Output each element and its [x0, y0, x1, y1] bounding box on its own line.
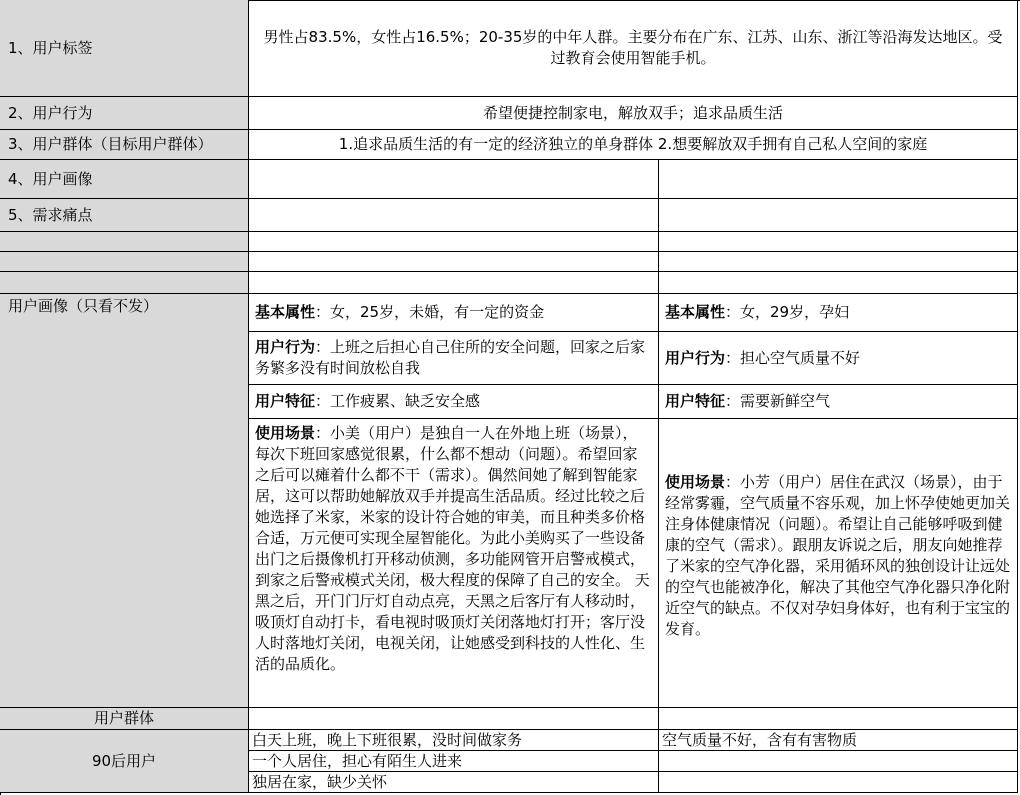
cell-persona-a[interactable] [249, 160, 659, 199]
post90-need-3[interactable]: 一个人居住，担心有陌生人进来 [249, 751, 659, 772]
content-target-group[interactable]: 1.追求品质生活的有一定的经济独立的单身群体 2.想要解放双手拥有自己私人空间的家庭 [249, 130, 1018, 160]
cell-pain-b[interactable] [659, 199, 1018, 232]
persona1-feature[interactable]: 用户特征：工作疲累、缺乏安全感 [249, 385, 659, 419]
persona2-feature[interactable]: 用户特征：需要新鲜空气 [659, 385, 1018, 419]
label-user-groups[interactable]: 用户群体 [0, 708, 249, 730]
empty-cell[interactable] [249, 272, 659, 294]
empty-cell[interactable] [249, 252, 659, 272]
empty-cell[interactable] [659, 751, 1018, 772]
empty-cell[interactable] [659, 252, 1018, 272]
empty-cell[interactable] [659, 708, 1018, 730]
persona1-basic-attr[interactable]: 基本属性：女，25岁，未婚，有一定的资金 [249, 294, 659, 332]
persona2-scenario[interactable]: 使用场景：小芳（用户）居住在武汉（场景），由于经常雾霾，空气质量不容乐观，加上怀孕使她更加关注身体健康情况（问题）。希望让自己能够呼吸到健康的空气（需求）。跟朋友诉说之后，朋友向她推荐了米家的空气净化器，采用循环风的独创设计让远处的空气也能被净化，解决了其他空气净化器只净化附近空气的缺点。不仅对孕妇身体好，也有利于宝宝的发育。 [659, 419, 1018, 708]
persona1-behavior[interactable]: 用户行为：上班之后担心自己住所的安全问题，回家之后家务繁多没有时间放松自我 [249, 332, 659, 385]
empty-cell[interactable] [249, 708, 659, 730]
persona2-behavior[interactable]: 用户行为：担心空气质量不好 [659, 332, 1018, 385]
label-user-behavior[interactable]: 2、用户行为 [0, 97, 249, 130]
label-target-group[interactable]: 3、用户群体（目标用户群体） [0, 130, 249, 160]
cell-persona-b[interactable] [659, 160, 1018, 199]
empty-cell[interactable] [659, 772, 1018, 793]
label-user-persona[interactable]: 4、用户画像 [0, 160, 249, 199]
post90-need-4[interactable]: 独居在家，缺少关怀 [249, 772, 659, 793]
label-user-tags[interactable]: 1、用户标签 [0, 0, 249, 97]
empty-label-cell[interactable] [0, 252, 249, 272]
label-pain-points[interactable]: 5、需求痛点 [0, 199, 249, 232]
content-user-behavior[interactable]: 希望便捷控制家电，解放双手；追求品质生活 [249, 97, 1018, 130]
empty-cell[interactable] [659, 232, 1018, 252]
persona2-basic-attr[interactable]: 基本属性：女，29岁，孕妇 [659, 294, 1018, 332]
label-persona-section[interactable]: 用户画像（只看不发） [0, 294, 249, 708]
post90-need-2[interactable]: 空气质量不好，含有有害物质 [659, 730, 1018, 751]
post90-need-1[interactable]: 白天上班，晚上下班很累，没时间做家务 [249, 730, 659, 751]
empty-label-cell[interactable] [0, 272, 249, 294]
persona1-scenario[interactable]: 使用场景：小美（用户）是独自一人在外地上班（场景），每次下班回家感觉很累，什么都不想动（问题）。希望回家之后可以瘫着什么都不干（需求）。偶然间她了解到智能家居，这可以帮助她解放双手并提高生活品质。经过比较之后她选择了米家，米家的设计符合她的审美，而且种类多价格合适，万元便可实现全屋智能化。为此小美购买了一些设备出门之后摄像机打开移动侦测，多功能网管开启警戒模式，到家之后警戒模式关闭，极大程度的保障了自己的安全。 天黑之后，开门门厅灯自动点亮，天黑之后客厅有人移动时，吸顶灯自动打卡，看电视时吸顶灯关闭落地灯打开；客厅没人时落地灯关闭，电视关闭，让她感受到科技的人性化、生活的品质化。 [249, 419, 659, 708]
label-post90-users[interactable]: 90后用户 [0, 730, 249, 793]
empty-cell[interactable] [659, 272, 1018, 294]
empty-cell[interactable] [249, 232, 659, 252]
cell-pain-a[interactable] [249, 199, 659, 232]
content-user-tags[interactable]: 男性占83.5%，女性占16.5%；20-35岁的中年人群。主要分布在广东、江苏、山东、浙江等沿海发达地区。受过教育会使用智能手机。 [249, 0, 1018, 97]
empty-label-cell[interactable] [0, 232, 249, 252]
